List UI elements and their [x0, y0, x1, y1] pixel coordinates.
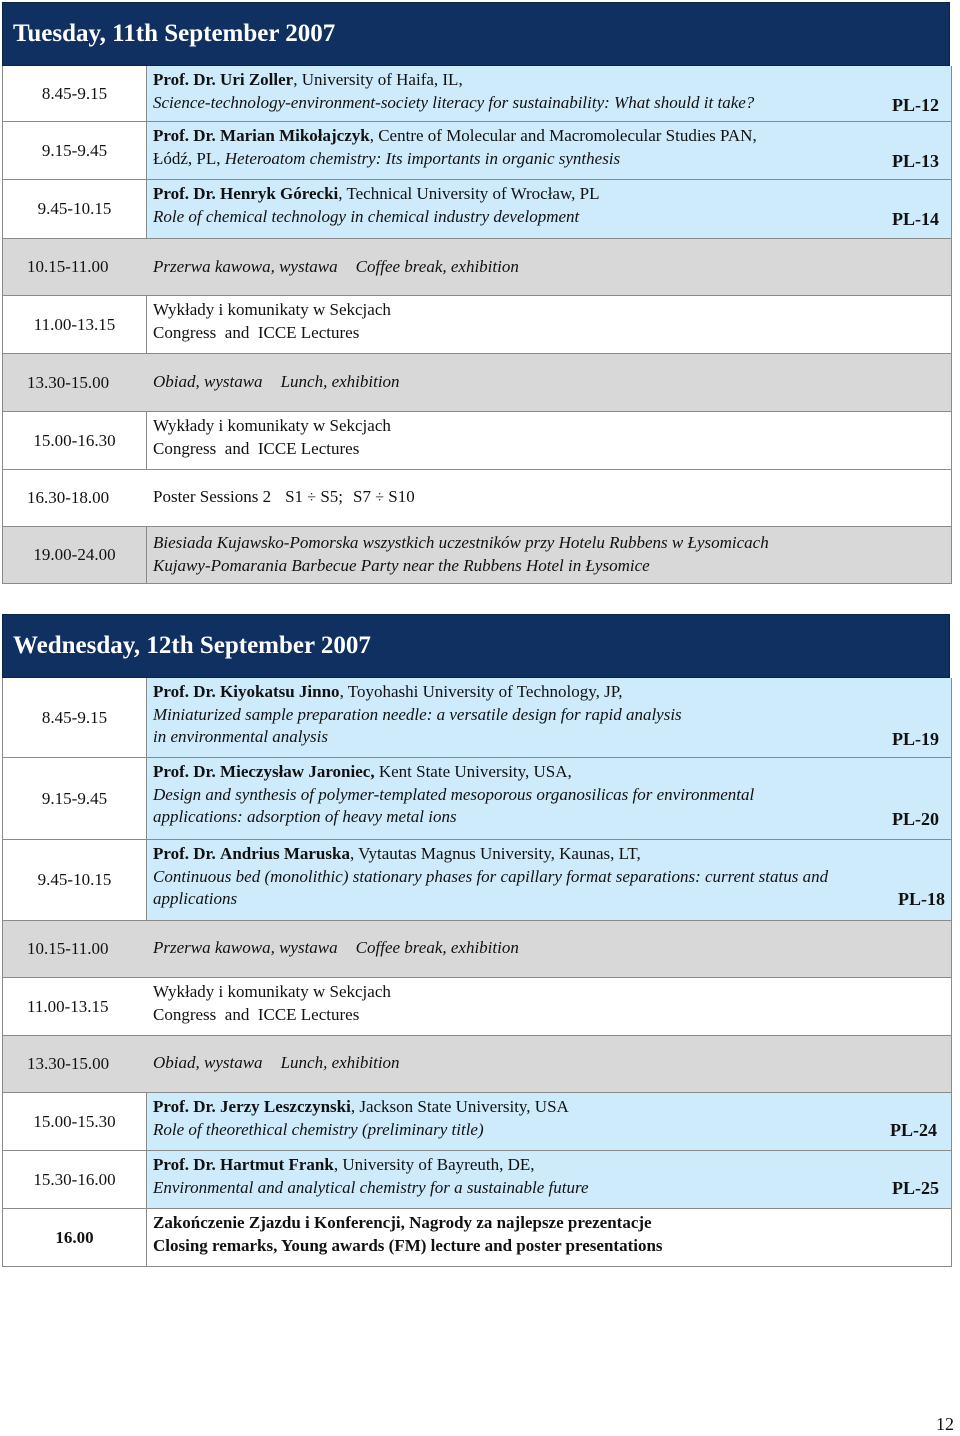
speaker-name: Mieczysław Jaroniec, — [220, 762, 375, 781]
talk-topic: Role of theorethical chemistry (preliminary title) — [153, 1119, 484, 1139]
poster-content — [147, 470, 951, 526]
speaker-name: Uri Zoller — [220, 70, 294, 89]
talk-topic: Design and synthesis of polymer-templated mesoporous organosilicas for environmental — [153, 784, 755, 804]
time-slot: 9.15-9.45 — [3, 122, 147, 179]
time-slot: 15.30-16.00 — [3, 1151, 147, 1208]
speaker-title: Prof. Dr. — [153, 126, 216, 145]
break-label-pl: Przerwa kawowa, wystawa — [153, 257, 338, 276]
speaker-affiliation: , University of Haifa, IL, — [293, 70, 463, 89]
talk-row — [2, 180, 952, 239]
talk-row — [2, 758, 952, 840]
talk-topic: Science-technology-environment-society literacy for sustainability: What should it take? — [153, 92, 755, 112]
time-slot: 11.00-13.15 — [3, 978, 147, 1035]
talk-content — [147, 180, 951, 238]
talk-content — [147, 1093, 951, 1150]
talk-topic-cont: applications — [153, 889, 238, 908]
speaker-affiliation: , Technical University of Wrocław, PL — [338, 184, 600, 203]
speaker-affiliation: , Vytautas Magnus University, Kaunas, LT, — [349, 844, 641, 863]
talk-code: PL-24 — [890, 1120, 937, 1140]
session-content — [147, 296, 951, 353]
session-label-pl: Wykłady i komunikaty w Sekcjach — [153, 300, 391, 319]
closing-label-en: Closing remarks, Young awards (FM) lecture and poster presentations — [153, 1235, 663, 1255]
speaker-affiliation: Kent State University, USA, — [374, 762, 572, 781]
talk-content — [147, 840, 951, 920]
speaker-title: Prof. Dr. — [153, 844, 216, 863]
dinner-content — [147, 527, 951, 583]
break-content — [147, 239, 951, 295]
speaker-title: Prof. Dr. — [153, 682, 216, 701]
time-slot: 13.30-15.00 — [3, 354, 147, 411]
talk-code: PL-25 — [892, 1178, 939, 1198]
poster-range-start: S1 — [285, 487, 304, 506]
speaker-affiliation: , Toyohashi University of Technology, JP, — [339, 682, 623, 701]
session-row — [2, 978, 952, 1036]
break-row — [2, 921, 952, 978]
session-row — [2, 296, 952, 354]
talk-content — [147, 758, 951, 839]
talk-topic: Role of chemical technology in chemical industry development — [153, 206, 580, 226]
schedule-tuesday — [2, 66, 952, 584]
speaker-name: Andrius Maruska — [220, 844, 350, 863]
talk-topic-cont: applications: adsorption of heavy metal ions — [153, 807, 457, 826]
break-row — [2, 1036, 952, 1093]
day-header-wednesday — [2, 614, 950, 678]
talk-topic: Miniaturized sample preparation needle: a versatile design for rapid analysis — [153, 704, 682, 724]
closing-content — [147, 1209, 951, 1266]
closing-row — [2, 1209, 952, 1267]
break-row — [2, 239, 952, 296]
time-slot: 8.45-9.15 — [3, 66, 147, 121]
break-label-en: Coffee break, exhibition — [355, 257, 519, 276]
session-content — [147, 412, 951, 469]
talk-content — [147, 1151, 951, 1208]
speaker-location: Łódź, PL, — [153, 148, 225, 168]
talk-row — [2, 66, 952, 122]
time-slot: 13.30-15.00 — [3, 1036, 147, 1092]
range-sign: ÷ — [307, 489, 317, 506]
poster-range-end: S10 — [388, 487, 415, 506]
time-slot: 11.00-13.15 — [3, 296, 147, 353]
time-slot: 9.15-9.45 — [3, 758, 147, 839]
dinner-row — [2, 527, 952, 584]
schedule-wednesday — [2, 678, 952, 1267]
time-slot: 15.00-16.30 — [3, 412, 147, 469]
session-label-en: Congress and ICCE Lectures — [153, 1004, 360, 1024]
day-header-tuesday — [2, 2, 950, 66]
talk-code: PL-12 — [892, 95, 939, 115]
poster-range-start: S7 — [353, 487, 371, 506]
talk-row — [2, 840, 952, 921]
page-number: 12 — [936, 1414, 954, 1434]
speaker-name: Henryk Górecki — [220, 184, 339, 203]
range-sign: ÷ — [375, 489, 385, 506]
talk-topic-cont: in environmental analysis — [153, 727, 329, 746]
speaker-title: Prof. Dr. — [153, 1097, 216, 1116]
session-row — [2, 412, 952, 470]
talk-code: PL-14 — [892, 209, 939, 229]
talk-content — [147, 66, 951, 121]
talk-code: PL-13 — [892, 151, 939, 171]
talk-content — [147, 678, 951, 757]
speaker-name: Hartmut Frank — [220, 1155, 334, 1174]
session-content — [147, 978, 951, 1035]
speaker-affiliation: , Jackson State University, USA — [350, 1097, 569, 1116]
time-slot: 9.45-10.15 — [3, 840, 147, 920]
speaker-name: Jerzy Leszczynski — [220, 1097, 351, 1116]
break-row — [2, 354, 952, 412]
time-slot: 10.15-11.00 — [3, 921, 147, 977]
closing-label-pl: Zakończenie Zjazdu i Konferencji, Nagrody za najlepsze prezentacje — [153, 1213, 652, 1232]
speaker-title: Prof. Dr. — [153, 762, 216, 781]
speaker-title: Prof. Dr. — [153, 70, 216, 89]
talk-row — [2, 1151, 952, 1209]
dinner-label-en: Kujawy-Pomarania Barbecue Party near the Rubbens Hotel in Łysomice — [153, 555, 650, 575]
speaker-title: Prof. Dr. — [153, 184, 216, 203]
break-label-pl: Obiad, wystawa — [153, 1053, 263, 1072]
break-content — [147, 921, 951, 977]
session-label-en: Congress and ICCE Lectures — [153, 438, 360, 458]
break-content — [147, 1036, 951, 1092]
time-slot: 16.30-18.00 — [3, 470, 147, 526]
break-label-pl: Przerwa kawowa, wystawa — [153, 938, 338, 957]
day-title: Tuesday, 11th September 2007 — [13, 20, 336, 47]
speaker-affiliation: , University of Bayreuth, DE, — [333, 1155, 535, 1174]
break-label-pl: Obiad, wystawa — [153, 372, 263, 391]
time-slot: 16.00 — [3, 1209, 147, 1266]
break-content — [147, 354, 951, 411]
talk-code: PL-19 — [892, 729, 939, 749]
talk-row — [2, 122, 952, 180]
speaker-name: Kiyokatsu Jinno — [220, 682, 340, 701]
talk-row — [2, 678, 952, 758]
poster-label: Poster Sessions 2 — [153, 487, 272, 506]
talk-row — [2, 1093, 952, 1151]
talk-topic: Heteroatom chemistry: Its importants in organic synthesis — [224, 148, 621, 168]
break-label-en: Lunch, exhibition — [280, 1053, 400, 1072]
day-title: Wednesday, 12th September 2007 — [13, 632, 371, 659]
time-slot: 15.00-15.30 — [3, 1093, 147, 1150]
session-label-pl: Wykłady i komunikaty w Sekcjach — [153, 982, 391, 1001]
time-slot: 19.00-24.00 — [3, 527, 147, 583]
break-label-en: Coffee break, exhibition — [355, 938, 519, 957]
talk-code: PL-20 — [892, 809, 939, 829]
poster-range-end: S5; — [320, 487, 344, 506]
time-slot: 8.45-9.15 — [3, 678, 147, 757]
dinner-label-pl: Biesiada Kujawsko-Pomorska wszystkich uczestników przy Hotelu Rubbens w Łysomicach — [153, 533, 769, 552]
talk-content — [147, 122, 951, 179]
break-label-en: Lunch, exhibition — [280, 372, 400, 391]
session-label-pl: Wykłady i komunikaty w Sekcjach — [153, 416, 391, 435]
time-slot: 10.15-11.00 — [3, 239, 147, 295]
session-label-en: Congress and ICCE Lectures — [153, 322, 360, 342]
talk-topic: Continuous bed (monolithic) stationary phases for capillary format separations: current status and — [153, 866, 829, 886]
speaker-affiliation: , Centre of Molecular and Macromolecular Studies PAN, — [369, 126, 757, 145]
poster-row — [2, 470, 952, 527]
speaker-title: Prof. Dr. — [153, 1155, 216, 1174]
talk-topic: Environmental and analytical chemistry for a sustainable future — [153, 1177, 589, 1197]
time-slot: 9.45-10.15 — [3, 180, 147, 238]
speaker-name: Marian Mikołajczyk — [220, 126, 370, 145]
talk-code: PL-18 — [898, 889, 945, 909]
